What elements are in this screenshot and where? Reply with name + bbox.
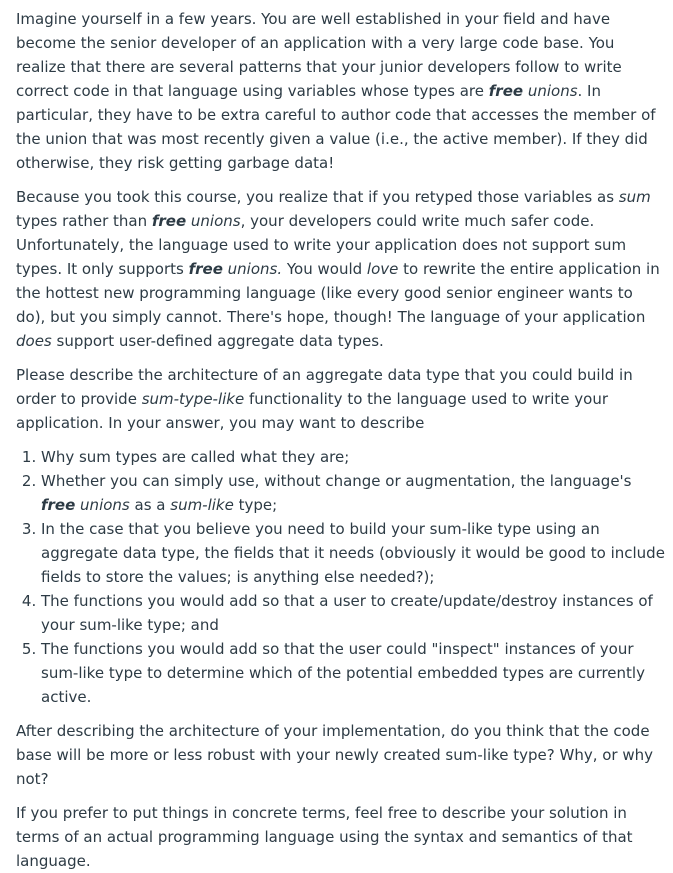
text-run: types rather than xyxy=(16,212,152,230)
text-run: support user-defined aggregate data types. xyxy=(51,332,384,350)
text-run: as a xyxy=(129,496,171,514)
text-run: Why sum types are called what they are; xyxy=(41,448,350,466)
text-run: to rewrite the entire application in the hottest new programming language (like every good senior engineer wants to do), but you simply cannot. There's hope, though! The language of your application xyxy=(16,260,660,326)
bold-text-run: free xyxy=(488,82,524,100)
bold-text-run: free xyxy=(41,496,76,514)
question-list xyxy=(16,445,665,709)
text-run: . In particular, they have to be extra careful to author code that accesses the member of the union that was most recently given a value (i.e., the active member). If they did otherwise, they risk getting garbage data! xyxy=(16,82,656,172)
text-run: , your developers could write much safer code. Unfortunately, the language used to write your application does not support sum types. It only supports xyxy=(16,212,627,278)
bold-text-run: free xyxy=(188,260,223,278)
text-run: The functions you would add so that a user to create/update/destroy instances of your sum-like type; and xyxy=(41,592,653,634)
italic-text-run: unions xyxy=(186,212,241,230)
text-run: Please describe the architecture of an aggregate data type that you could build in order to provide xyxy=(16,366,633,408)
list-item xyxy=(41,637,665,709)
italic-text-run: sum-type-like xyxy=(141,390,245,408)
italic-text-run: does xyxy=(16,332,52,350)
prompt-paragraph xyxy=(16,363,665,435)
robustness-paragraph xyxy=(16,719,665,791)
text-run: Imagine yourself in a few years. You are well established in your field and have become the senior developer of an application with a very large code base. You realize that there are several patterns that your junior developers follow to write correct code in that language using variables whose types are xyxy=(16,10,622,100)
text-run: After describing the architecture of your implementation, do you think that the code base will be more or less robust with your newly created sum-like type? Why, or why not? xyxy=(16,722,654,788)
bold-text-run: free xyxy=(151,212,187,230)
italic-text-run: unions. xyxy=(222,260,283,278)
italic-text-run: sum-like xyxy=(170,496,234,514)
sum-types-paragraph xyxy=(16,185,665,353)
text-run: Because you took this course, you realize that if you retyped those variables as xyxy=(16,188,619,206)
text-run: functionality to the language used to write your application. In your answer, you may want to describe xyxy=(16,390,609,432)
text-run: You would xyxy=(282,260,367,278)
text-run: The functions you would add so that the user could "inspect" instances of your sum-like type to determine which of the potential embedded types are currently active. xyxy=(41,640,645,706)
italic-text-run: unions xyxy=(523,82,578,100)
text-run: If you prefer to put things in concrete terms, feel free to describe your solution in terms of an actual programming language using the syntax and semantics of that language. xyxy=(16,804,633,870)
concrete-terms-paragraph xyxy=(16,801,665,873)
list-item xyxy=(41,517,665,589)
text-run: Whether you can simply use, without change or augmentation, the language's xyxy=(41,472,632,490)
italic-text-run: unions xyxy=(75,496,130,514)
list-item xyxy=(41,445,665,469)
italic-text-run: sum xyxy=(618,188,651,206)
intro-paragraph xyxy=(16,7,665,175)
list-item xyxy=(41,589,665,637)
text-run: In the case that you believe you need to build your sum-like type using an aggregate data type, the fields that it needs (obviously it would be good to include fields to store the values; is anything else needed?); xyxy=(41,520,665,586)
italic-text-run: love xyxy=(366,260,399,278)
text-run: type; xyxy=(233,496,278,514)
list-item xyxy=(41,469,665,517)
